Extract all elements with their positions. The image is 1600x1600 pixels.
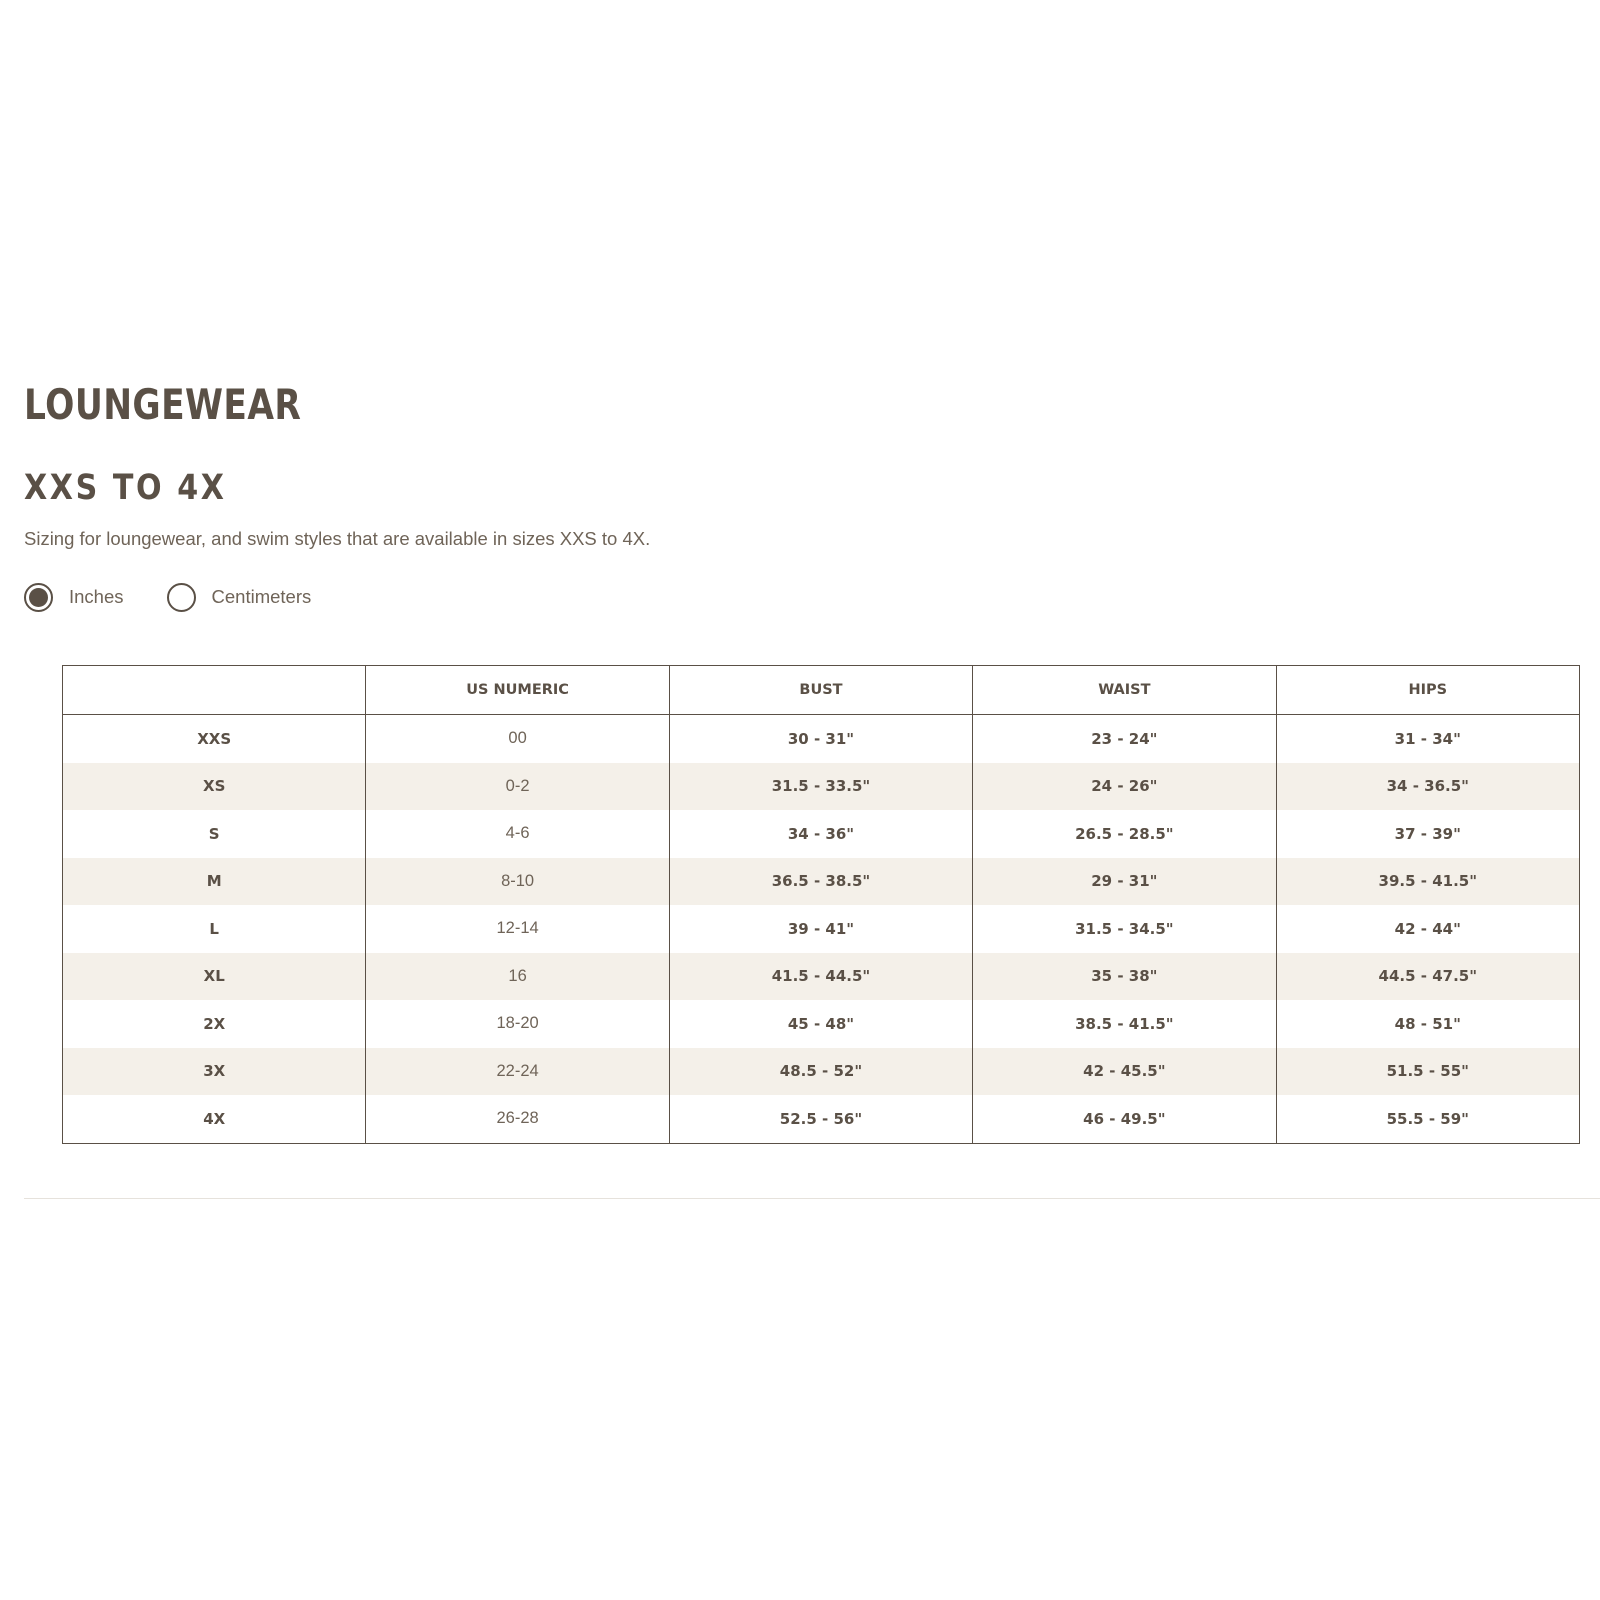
- waist-cell: 42 - 45.5": [973, 1048, 1276, 1096]
- radio-label-centimeters: Centimeters: [211, 586, 312, 607]
- us-numeric-cell: 12-14: [366, 905, 669, 953]
- table-row: [63, 1095, 1580, 1143]
- section-description: Sizing for loungewear, and swim styles that are available in sizes XXS to 4X.: [24, 528, 651, 549]
- table-row: [63, 715, 1580, 763]
- header-bust: BUST: [669, 666, 972, 715]
- hips-cell: 55.5 - 59": [1276, 1095, 1579, 1143]
- table-row: [63, 763, 1580, 811]
- radio-button-centimeters[interactable]: [167, 583, 196, 612]
- size-cell: L: [63, 905, 366, 953]
- waist-cell: 29 - 31": [973, 858, 1276, 906]
- section-divider: [24, 1198, 1600, 1199]
- table-row: [63, 858, 1580, 906]
- size-chart-table: [62, 665, 1580, 1144]
- us-numeric-cell: 18-20: [366, 1000, 669, 1048]
- us-numeric-cell: 0-2: [366, 763, 669, 811]
- us-numeric-cell: 26-28: [366, 1095, 669, 1143]
- hips-cell: 37 - 39": [1276, 810, 1579, 858]
- bust-cell: 45 - 48": [669, 1000, 972, 1048]
- table-row: [63, 1000, 1580, 1048]
- header-us-numeric: US NUMERIC: [366, 666, 669, 715]
- hips-cell: 48 - 51": [1276, 1000, 1579, 1048]
- us-numeric-cell: 8-10: [366, 858, 669, 906]
- radio-label-inches: Inches: [69, 586, 124, 607]
- hips-cell: 44.5 - 47.5": [1276, 953, 1579, 1001]
- us-numeric-cell: 22-24: [366, 1048, 669, 1096]
- hips-cell: 31 - 34": [1276, 715, 1579, 763]
- waist-cell: 31.5 - 34.5": [973, 905, 1276, 953]
- us-numeric-cell: 4-6: [366, 810, 669, 858]
- size-cell: XS: [63, 763, 366, 811]
- size-cell: 4X: [63, 1095, 366, 1143]
- waist-cell: 38.5 - 41.5": [973, 1000, 1276, 1048]
- waist-cell: 24 - 26": [973, 763, 1276, 811]
- size-cell: 2X: [63, 1000, 366, 1048]
- size-cell: XL: [63, 953, 366, 1001]
- hips-cell: 42 - 44": [1276, 905, 1579, 953]
- size-cell: 3X: [63, 1048, 366, 1096]
- table-header-row: [63, 666, 1580, 715]
- size-cell: XXS: [63, 715, 366, 763]
- page-title: LOUNGEWEAR: [24, 380, 302, 429]
- radio-button-inches[interactable]: [24, 583, 53, 612]
- bust-cell: 39 - 41": [669, 905, 972, 953]
- us-numeric-cell: 00: [366, 715, 669, 763]
- bust-cell: 36.5 - 38.5": [669, 858, 972, 906]
- us-numeric-cell: 16: [366, 953, 669, 1001]
- hips-cell: 51.5 - 55": [1276, 1048, 1579, 1096]
- hips-cell: 39.5 - 41.5": [1276, 858, 1579, 906]
- section-title: XXS TO 4X: [24, 468, 227, 508]
- radio-option-inches[interactable]: [24, 583, 124, 612]
- table-row: [63, 1048, 1580, 1096]
- header-hips: HIPS: [1276, 666, 1579, 715]
- unit-toggle: [24, 580, 311, 614]
- radio-selected-dot: [29, 588, 48, 607]
- bust-cell: 41.5 - 44.5": [669, 953, 972, 1001]
- waist-cell: 23 - 24": [973, 715, 1276, 763]
- waist-cell: 35 - 38": [973, 953, 1276, 1001]
- radio-option-centimeters[interactable]: [167, 583, 312, 612]
- bust-cell: 52.5 - 56": [669, 1095, 972, 1143]
- bust-cell: 48.5 - 52": [669, 1048, 972, 1096]
- bust-cell: 31.5 - 33.5": [669, 763, 972, 811]
- size-cell: S: [63, 810, 366, 858]
- waist-cell: 26.5 - 28.5": [973, 810, 1276, 858]
- bust-cell: 34 - 36": [669, 810, 972, 858]
- table-row: [63, 810, 1580, 858]
- table-row: [63, 953, 1580, 1001]
- table-row: [63, 905, 1580, 953]
- header-size: [63, 666, 366, 715]
- waist-cell: 46 - 49.5": [973, 1095, 1276, 1143]
- bust-cell: 30 - 31": [669, 715, 972, 763]
- size-cell: M: [63, 858, 366, 906]
- header-waist: WAIST: [973, 666, 1276, 715]
- hips-cell: 34 - 36.5": [1276, 763, 1579, 811]
